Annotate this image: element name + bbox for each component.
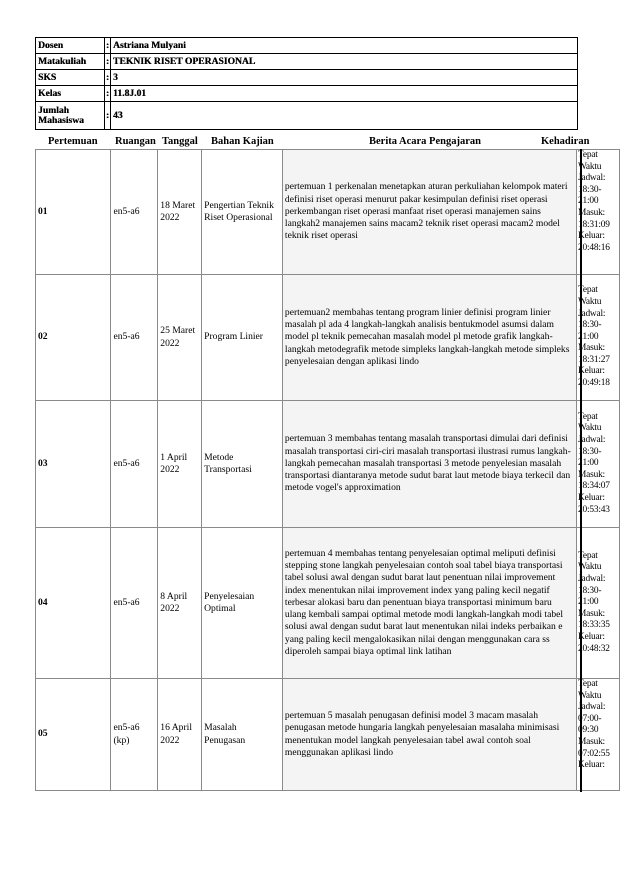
row-kehadiran: Tepat Waktu Jadwal: 18:30-21:00 Masuk: 18:34:07 Keluar: 20:53:43 <box>577 401 620 528</box>
row-berita-acara: pertemuan 4 membahas tentang penyelesaian optimal meliputi definisi stepping stone langkah penyelesaian contoh soal tabel biaya transportasi tabel solusi awal dengan sudut barat laut penentuan nilai improvement index menentukan nilai improvement index yang paling kecil negatif terbesar alokasi baru dan penentuan biaya transportasi minimum baru ulang kembali sampai optimal metode modi langkah-langkah modi tabel solusi awal dengan sudut barat laut menentukan nilai indeks perbaikan e yang paling kecil mengalokasikan nilai dengan menggunakan cara ss diperoleh sampai biaya optimal link latihan <box>282 528 576 679</box>
row-tanggal: 16 April 2022 <box>158 679 202 791</box>
jumlah-value: 43 <box>111 102 578 130</box>
dosen-label: Dosen <box>36 38 105 54</box>
kelas-value: 11.8J.01 <box>111 86 578 102</box>
table-row <box>36 150 620 275</box>
col-ruangan: Ruangan <box>115 136 156 147</box>
row-bahan-kajian: Penyelesaian Optimal <box>202 528 283 679</box>
separator: : <box>105 54 111 70</box>
attendance-table <box>35 149 620 791</box>
col-bahan-kajian: Bahan Kajian <box>211 136 274 147</box>
row-berita-acara: pertemuan 5 masalah penugasan definisi model 3 macam masalah penugasan metode hungaria langkah penyelesaian masalaha minimisasi menentukan model langkah penyelesaian tabel awal contoh soal menggunakan aplikasi lindo <box>282 679 576 791</box>
table-row <box>36 528 620 679</box>
sks-value: 3 <box>111 70 578 86</box>
row-number: 05 <box>36 679 111 791</box>
row-kehadiran: Tepat Waktu Jadwal: 07:00-09:30 Masuk: 07:02:55 Keluar: <box>577 679 620 791</box>
kelas-label: Kelas <box>36 86 105 102</box>
row-bahan-kajian: Pengertian Teknik Riset Operasional <box>202 150 283 275</box>
row-kehadiran: Tepat Waktu Jadwal: 18:30-21:00 Masuk: 18:31:27 Keluar: 20:49:18 <box>577 275 620 401</box>
row-berita-acara: pertemuan 1 perkenalan menetapkan aturan perkuliahan kelompok materi definisi riset operasi menurut pakar kesimpulan definisi riset operasi perkembangan riset operasi manfaat riset operasi manajemen sains langkah2 manajemen sains macam2 teknik riset operasi macam2 model teknik riset operasi <box>282 150 576 275</box>
row-berita-acara: pertemuan 3 membahas tentang masalah transportasi dimulai dari definisi masalah transportasi ciri-ciri masalah transportasi ilustrasi rumus langkah-langkah pemecahan masalah transportasi 3 metode penyelesian masalah transportasi diantaranya metode sudut barat laut metode biaya terkecil dan metode vogel's approximation <box>282 401 576 528</box>
row-bahan-kajian: Metode Transportasi <box>202 401 283 528</box>
row-tanggal: 1 April 2022 <box>158 401 202 528</box>
separator: : <box>105 102 111 130</box>
info-row-kelas <box>36 86 578 102</box>
row-bahan-kajian: Masalah Penugasan <box>202 679 283 791</box>
table-row <box>36 275 620 401</box>
table-row <box>36 401 620 528</box>
matakuliah-value: TEKNIK RISET OPERASIONAL <box>111 54 578 70</box>
row-ruangan: en5-a6 (kp) <box>111 679 158 791</box>
dosen-value: Astriana Mulyani <box>111 38 578 54</box>
row-ruangan: en5-a6 <box>111 150 158 275</box>
sks-label: SKS <box>36 70 105 86</box>
info-row-matakuliah <box>36 54 578 70</box>
row-ruangan: en5-a6 <box>111 275 158 401</box>
row-tanggal: 18 Maret 2022 <box>158 150 202 275</box>
info-row-sks <box>36 70 578 86</box>
course-info-table <box>35 37 578 130</box>
row-tanggal: 25 Maret 2022 <box>158 275 202 401</box>
row-number: 02 <box>36 275 111 401</box>
col-tanggal: Tanggal <box>162 136 198 147</box>
table-row <box>36 679 620 791</box>
row-ruangan: en5-a6 <box>111 528 158 679</box>
row-berita-acara: pertemuan2 membahas tentang program linier definisi program linier masalah pl ada 4 langkah-langkah analisis bentukmodel asumsi dalam model pl teknik pemecahan masalah model pl metode grafik langkah-langkah metodegrafik metode simpleks langkah-langkah metode simpleks penyelesaian dengan aplikasi lindo <box>282 275 576 401</box>
col-berita-acara: Berita Acara Pengajaran <box>369 136 481 147</box>
info-row-dosen <box>36 38 578 54</box>
row-kehadiran: Tepat Waktu Jadwal: 18:30-21:00 Masuk: 18:33:35 Keluar: 20:48:32 <box>577 528 620 679</box>
info-row-jumlah <box>36 102 578 130</box>
jumlah-label: Jumlah Mahasiswa <box>36 102 105 130</box>
col-kehadiran: Kehadiran <box>541 136 590 147</box>
separator: : <box>105 86 111 102</box>
row-bahan-kajian: Program Linier <box>202 275 283 401</box>
row-number: 04 <box>36 528 111 679</box>
separator: : <box>105 70 111 86</box>
page-edge-rule <box>580 149 582 792</box>
separator: : <box>105 38 111 54</box>
row-tanggal: 8 April 2022 <box>158 528 202 679</box>
col-pertemuan: Pertemuan <box>48 136 98 147</box>
column-header-row <box>0 136 620 150</box>
row-number: 03 <box>36 401 111 528</box>
row-ruangan: en5-a6 <box>111 401 158 528</box>
matakuliah-label: Matakuliah <box>36 54 105 70</box>
row-kehadiran: Tepat Waktu Jadwal: 18:30-21:00 Masuk: 18:31:09 Keluar: 20:48:16 <box>577 150 620 275</box>
row-number: 01 <box>36 150 111 275</box>
